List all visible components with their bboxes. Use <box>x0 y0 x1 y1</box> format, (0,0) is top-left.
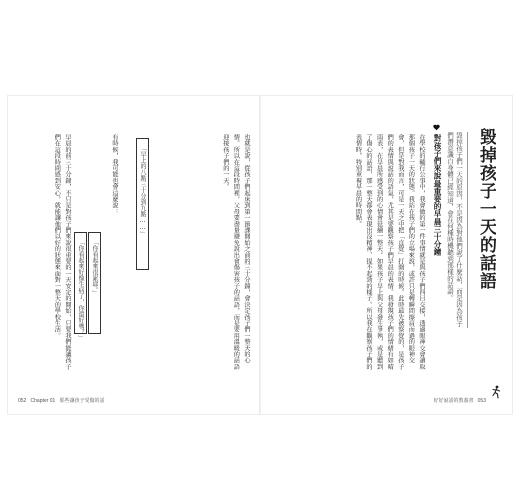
runner-icon <box>490 384 502 398</box>
section-heading: 對孩子們來說最重要的早晨三十分鐘 <box>433 134 442 256</box>
footer-chapter: Chapter 01 <box>30 398 56 404</box>
quote-text: 「早上的八點三十分到九點……」 <box>139 145 146 237</box>
footer-title: 那些讓孩子受傷的話 <box>59 398 105 404</box>
page-number: 053 <box>477 398 486 404</box>
quote-box <box>88 232 101 334</box>
heart-icon <box>433 124 440 131</box>
quote-box <box>136 138 149 270</box>
chapter-title: 毀掉孩子一天的話語 <box>476 128 496 290</box>
chapter-intro: 毀掉孩子們一天的原因，不是因為對他們說了什麼話，而是因為孩子們潛意識自身體已經知道，會在何種時機聽到那樣的話語。 <box>445 132 468 328</box>
left-page-body: 也就是說，從孩子們起床到第一節課開始之前的三十分鐘，會決定孩子們一整天的心情。所以在這段時間裡，父母要盡量避免說出會傷害孩子的話語，而是要用溫暖的話語迎接孩子們的一天。 <box>221 134 250 370</box>
quote-text: 「你看起來很累耶。」 <box>91 239 98 296</box>
quote-box <box>74 232 87 341</box>
footer-book-title: 好好說話的教養書 <box>433 398 474 404</box>
right-page-body: 在學校的輔行公事中，我會做的第一件事情就是與孩子們四目交接，透過眼神交會讀取那個孩子一天的狀態。我站在孩子們的立場來說，或許只是轉瞬間擦肩而過的眼神交會，但是對我而言，可是一天之中把「直覺」打開的時候。此時最先被察覺的，是孩子們的表情與說話的語氣，尤其是要觀察孩子們早晨的表情。我發現孩子們的情緒有如晴雨表，在早晨所感受到的心情會延續一整天。如果孩子早上與父母發生爭執，或是聽到了傷心的話語，那一整天都會表現出沒精神、提不起勁的樣子。所以我在觀察孩子們的表情時，特別重視早晨的時間點。 <box>354 134 425 370</box>
left-page-footer <box>18 397 104 404</box>
left-page-body-2: 有時候，我可能也會這麼說： <box>111 134 118 215</box>
quote-text: 「你看起來好像生病了，你還好嗎？」 <box>77 239 84 341</box>
right-page <box>261 96 512 414</box>
book-spread <box>8 96 512 414</box>
page-number: 052 <box>18 398 27 404</box>
left-page-body-3: 早晨的前三十分鐘，不只是對孩子們來說很重要的一天安定的開始，只要我們能讓孩子們在這段時間感到安心，就能讓他們以好的狀態來面對一整天的學校生活。 <box>53 134 71 370</box>
right-page-footer <box>433 397 486 404</box>
left-page <box>8 96 259 414</box>
